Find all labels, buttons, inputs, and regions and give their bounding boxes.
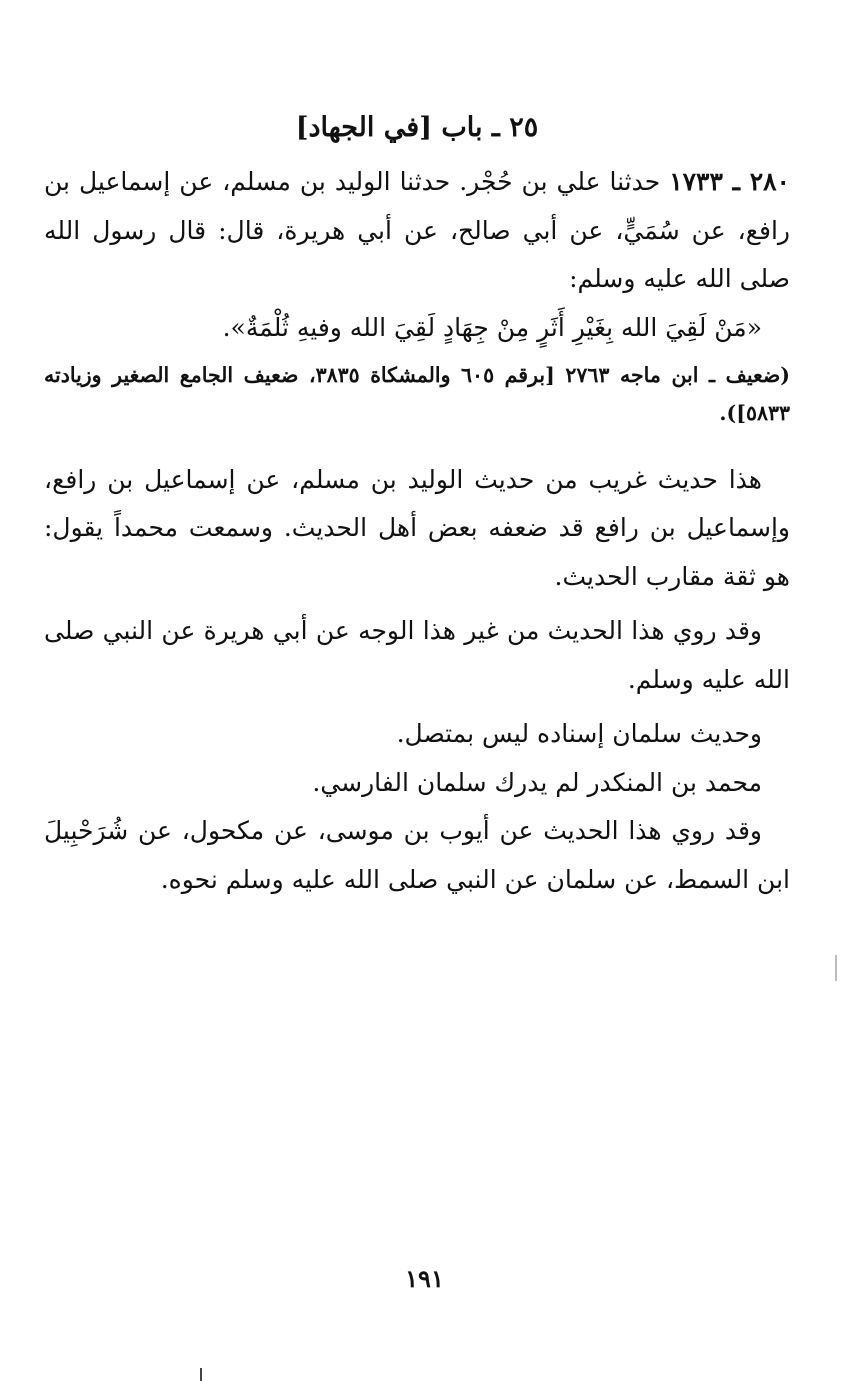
scan-edge-mark	[835, 955, 837, 981]
commentary-paragraph: وقد روي هذا الحديث عن أيوب بن موسى، عن مكحول، عن شُرَحْبِيلَ ابن السمط، عن سلمان عن النبي صلى الله عليه وسلم نحوه.	[44, 816, 790, 894]
commentary-paragraph: محمد بن المنكدر لم يدرك سلمان الفارسي.	[312, 767, 762, 797]
hadith-isnad-text: حدثنا علي بن حُجْر. حدثنا الوليد بن مسلم، عن إسماعيل بن رافع، عن سُمَيٍّ، عن أبي صالح، عن أبي هريرة، قال: قال رسول الله صلى الله عليه وسلم:	[44, 167, 790, 293]
hadith-isnad	[44, 158, 790, 304]
scan-margin-mark	[200, 1368, 202, 1381]
book-page	[44, 108, 790, 904]
chapter-title: ٢٥ ـ باب [في الجهاد]	[295, 112, 539, 143]
hadith-number: ٢٨٠ ـ ١٧٣٣	[669, 167, 790, 196]
hadith-matn: «مَنْ لَقِيَ الله بِغَيْرِ أَثَرٍ مِنْ جِهَادٍ لَقِيَ الله وفيهِ ثُلْمَةٌ».	[222, 312, 762, 342]
commentary-paragraph: وقد روي هذا الحديث من غير هذا الوجه عن أبي هريرة عن النبي صلى الله عليه وسلم.	[44, 616, 790, 694]
commentary-paragraph: وحديث سلمان إسناده ليس بمتصل.	[396, 719, 762, 748]
commentary-paragraph: هذا حديث غريب من حديث الوليد بن مسلم، عن إسماعيل بن رافع، وإسماعيل بن رافع قد ضعفه بعض أهل الحديث. وسمعت محمداً يقول: هو ثقة مقارب الحديث.	[44, 464, 790, 591]
page-number: ١٩١	[405, 1264, 444, 1293]
hadith-grading: (ضعيف ـ ابن ماجه ٢٧٦٣ [برقم ٦٠٥ والمشكاة ٣٨٣٥، ضعيف الجامع الصغير وزيادته ٥٨٣٣]).	[44, 362, 790, 425]
